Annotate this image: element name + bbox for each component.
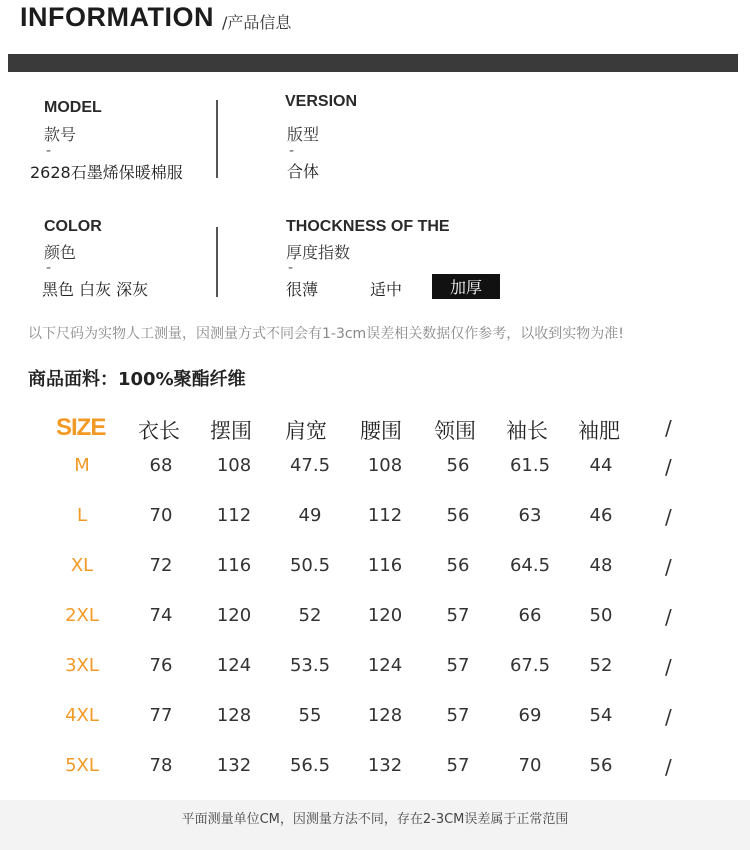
- color-value: 黑色 白灰 深灰: [42, 280, 149, 299]
- col-header-waist: 腰围: [360, 419, 402, 443]
- table-cell: 57: [446, 705, 470, 726]
- size-cell: 3XL: [65, 655, 99, 676]
- size-header: SIZE: [56, 414, 106, 441]
- version-label-zh: 版型: [287, 125, 320, 144]
- table-cell: 55: [298, 705, 322, 726]
- table-cell-slash: /: [665, 455, 672, 479]
- table-cell: 116: [216, 555, 252, 576]
- table-cell: 78: [149, 755, 173, 776]
- table-cell: 128: [216, 705, 252, 726]
- thickness-label-en: THOCKNESS OF THE: [286, 218, 450, 235]
- size-cell: 4XL: [65, 705, 99, 726]
- table-cell: 108: [216, 455, 252, 476]
- table-cell: 46: [589, 505, 613, 526]
- table-cell: 56: [446, 505, 470, 526]
- table-cell: 52: [589, 655, 613, 676]
- table-cell-slash: /: [665, 755, 672, 779]
- table-cell: 128: [367, 705, 403, 726]
- table-cell: 69: [518, 705, 542, 726]
- table-cell: 132: [367, 755, 403, 776]
- table-cell: 74: [149, 605, 173, 626]
- table-cell: 77: [149, 705, 173, 726]
- table-cell: 68: [149, 455, 173, 476]
- thickness-option-medium: 适中: [370, 280, 403, 299]
- table-cell: 54: [589, 705, 613, 726]
- table-cell: 70: [149, 505, 173, 526]
- page-subtitle: /产品信息: [222, 13, 292, 32]
- table-cell: 64.5: [509, 555, 551, 576]
- table-cell: 108: [367, 455, 403, 476]
- table-cell: 72: [149, 555, 173, 576]
- col-header-slash: /: [665, 416, 672, 440]
- table-cell: 112: [367, 505, 403, 526]
- table-cell: 112: [216, 505, 252, 526]
- model-label-zh: 款号: [44, 125, 77, 144]
- table-cell: 61.5: [509, 455, 551, 476]
- table-cell: 56: [589, 755, 613, 776]
- page-title: INFORMATION: [20, 2, 214, 32]
- table-cell-slash: /: [665, 505, 672, 529]
- version-label-en: VERSION: [285, 93, 358, 110]
- table-cell: 49: [298, 505, 322, 526]
- col-header-collar: 领围: [434, 419, 476, 443]
- table-cell: 57: [446, 655, 470, 676]
- table-cell: 120: [216, 605, 252, 626]
- table-cell: 70: [518, 755, 542, 776]
- table-cell-slash: /: [665, 655, 672, 679]
- table-cell: 116: [367, 555, 403, 576]
- version-dash: -: [289, 143, 295, 159]
- model-dash: -: [46, 143, 52, 159]
- column-divider: [216, 227, 218, 297]
- model-value: 2628石墨烯保暖棉服: [30, 163, 183, 182]
- fabric-info: 商品面料：100%聚酯纤维: [28, 369, 246, 390]
- size-cell: L: [76, 505, 88, 526]
- size-cell: XL: [70, 555, 94, 576]
- thickness-option-thin: 很薄: [286, 280, 319, 299]
- table-cell: 56.5: [289, 755, 331, 776]
- color-dash: -: [46, 260, 52, 276]
- column-divider: [216, 100, 218, 178]
- thickness-dash: -: [288, 260, 294, 276]
- table-cell: 56: [446, 455, 470, 476]
- measurement-note: 以下尺码为实物人工测量，因测量方式不同会有1-3cm误差相关数据仅作参考，以收到实物为准!: [28, 326, 624, 342]
- table-cell: 47.5: [289, 455, 331, 476]
- color-label-en: COLOR: [44, 218, 102, 235]
- footer-note: 平面测量单位CM，因测量方法不同，存在2-3CM误差属于正常范围: [181, 812, 569, 827]
- table-cell: 53.5: [289, 655, 331, 676]
- thickness-label-zh: 厚度指数: [286, 243, 351, 262]
- table-cell: 56: [446, 555, 470, 576]
- table-cell: 124: [367, 655, 403, 676]
- table-cell: 67.5: [509, 655, 551, 676]
- table-cell: 48: [589, 555, 613, 576]
- table-cell: 50.5: [289, 555, 331, 576]
- table-cell: 50: [589, 605, 613, 626]
- table-cell: 120: [367, 605, 403, 626]
- table-cell: 76: [149, 655, 173, 676]
- table-cell-slash: /: [665, 705, 672, 729]
- table-cell: 66: [518, 605, 542, 626]
- col-header-length: 衣长: [138, 419, 180, 443]
- size-cell: 5XL: [65, 755, 99, 776]
- table-cell: 63: [518, 505, 542, 526]
- size-cell: 2XL: [65, 605, 99, 626]
- col-header-hem: 摆围: [210, 419, 252, 443]
- size-cell: M: [74, 455, 90, 476]
- table-cell-slash: /: [665, 605, 672, 629]
- table-cell-slash: /: [665, 555, 672, 579]
- header-divider-bar: [8, 54, 738, 72]
- color-label-zh: 颜色: [44, 243, 77, 262]
- table-cell: 132: [216, 755, 252, 776]
- model-label-en: MODEL: [44, 99, 102, 116]
- col-header-sleeve-length: 袖长: [506, 419, 548, 443]
- version-value: 合体: [287, 162, 320, 181]
- table-cell: 44: [589, 455, 613, 476]
- col-header-sleeve-width: 袖肥: [578, 419, 620, 443]
- table-cell: 124: [216, 655, 252, 676]
- table-cell: 57: [446, 605, 470, 626]
- thickness-option-thick-selected: 加厚: [432, 274, 500, 299]
- table-cell: 57: [446, 755, 470, 776]
- col-header-shoulder: 肩宽: [285, 419, 327, 443]
- table-cell: 52: [298, 605, 322, 626]
